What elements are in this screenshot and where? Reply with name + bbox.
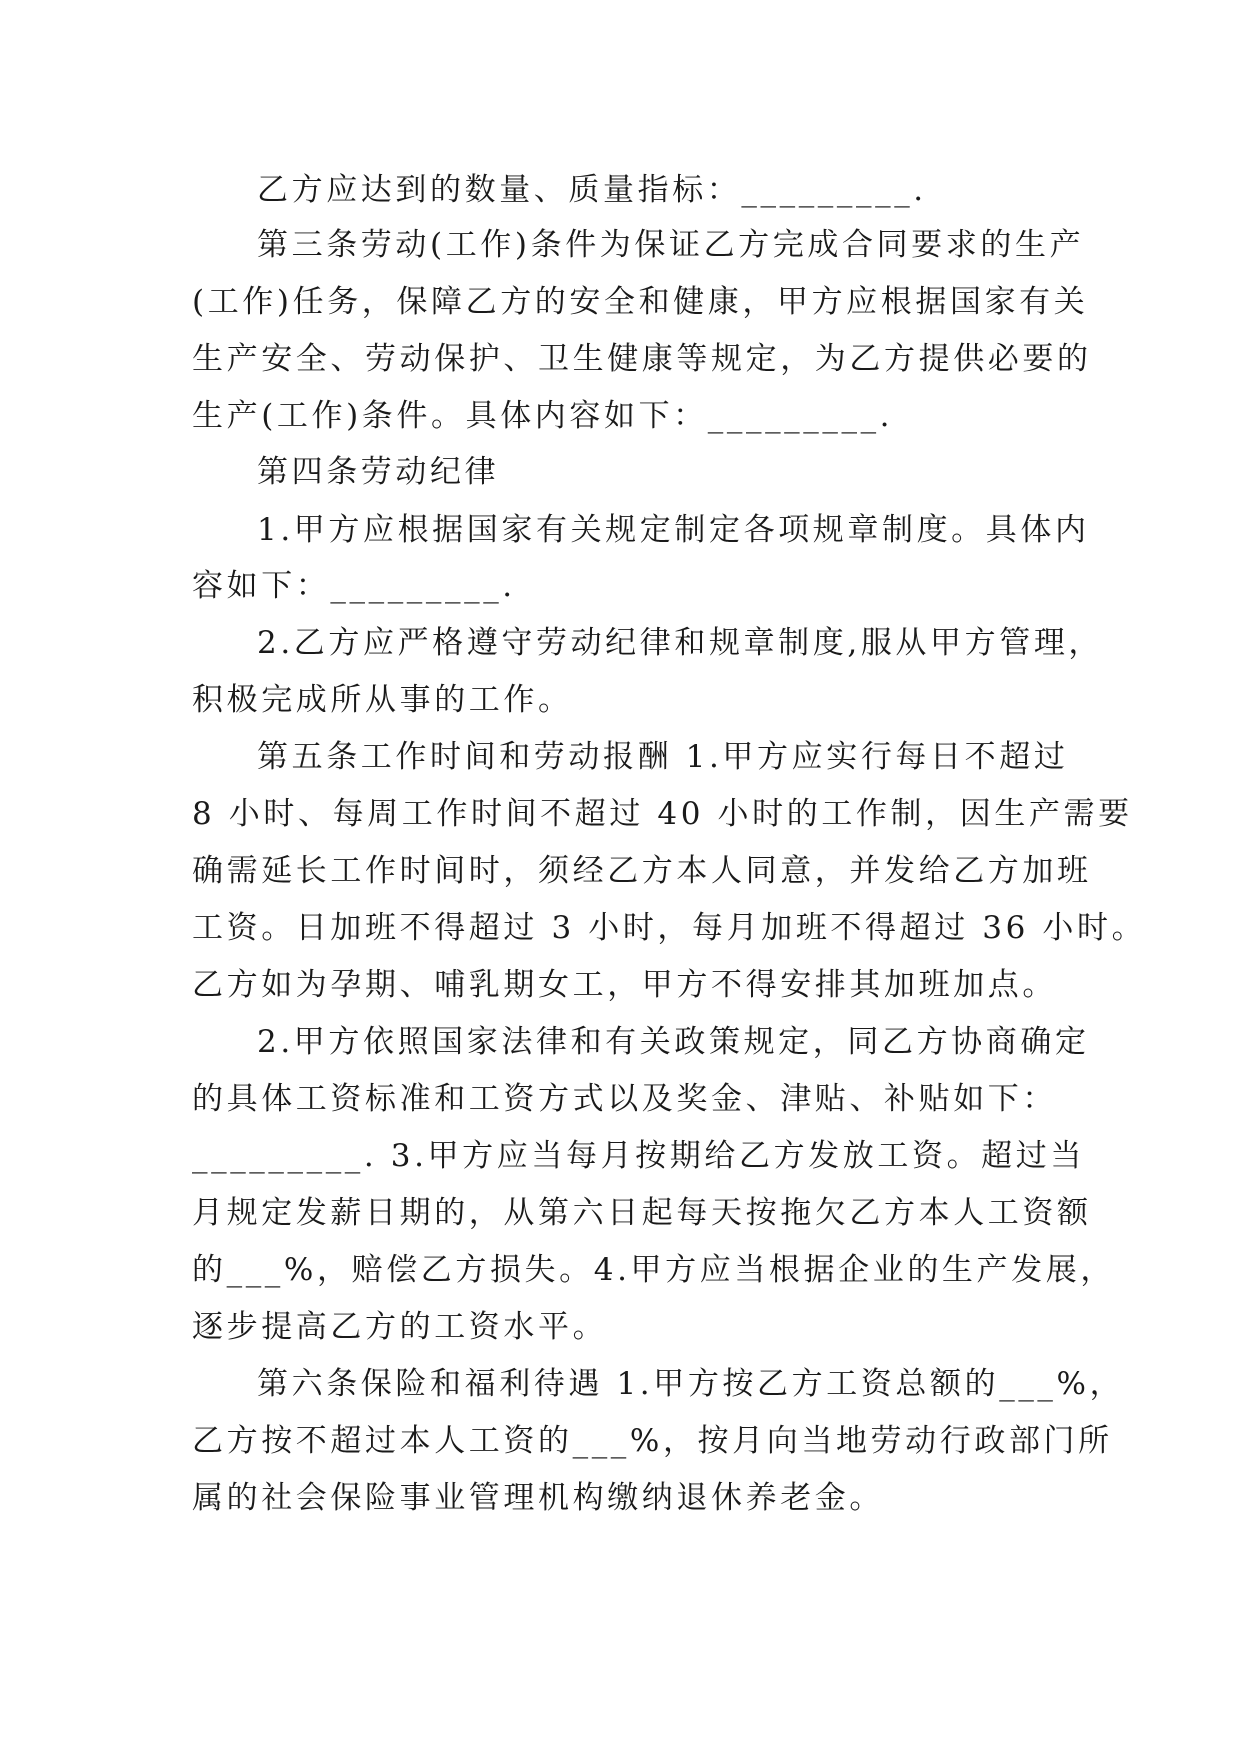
text-line: 的具体工资标准和工资方式以及奖金、津贴、补贴如下： (192, 1081, 1057, 1117)
text-line: 1.甲方应根据国家有关规定制定各项规章制度。具体内 (257, 512, 1090, 548)
text-line: 2.乙方应严格遵守劳动纪律和规章制度,服从甲方管理， (257, 625, 1104, 661)
text-line: 属的社会保险事业管理机构缴纳退休养老金。 (192, 1480, 884, 1516)
text-line: 第四条劳动纪律 (257, 454, 500, 490)
text-line: 第六条保险和福利待遇 1.甲方按乙方工资总额的___%， (257, 1366, 1125, 1402)
text-line: 乙方应达到的数量、质量指标：_________. (257, 172, 927, 208)
text-line: 8 小时、每周工作时间不超过 40 小时的工作制，因生产需要 (192, 796, 1133, 832)
text-line: 工资。日加班不得超过 3 小时，每月加班不得超过 36 小时。 (192, 910, 1147, 946)
text-line: 乙方按不超过本人工资的___%，按月向当地劳动行政部门所 (192, 1423, 1113, 1459)
text-line: 生产安全、劳动保护、卫生健康等规定，为乙方提供必要的 (192, 341, 1092, 377)
text-line: (工作)任务，保障乙方的安全和健康，甲方应根据国家有关 (192, 284, 1089, 320)
text-line: 2.甲方依照国家法律和有关政策规定，同乙方协商确定 (257, 1024, 1090, 1060)
text-line: 容如下：_________. (192, 568, 516, 604)
text-line: _________. 3.甲方应当每月按期给乙方发放工资。超过当 (192, 1138, 1085, 1174)
text-line: 的___%，赔偿乙方损失。4.甲方应当根据企业的生产发展， (192, 1252, 1115, 1288)
text-line: 月规定发薪日期的，从第六日起每天按拖欠乙方本人工资额 (192, 1195, 1092, 1231)
text-line: 积极完成所从事的工作。 (192, 682, 573, 718)
text-line: 逐步提高乙方的工资水平。 (192, 1309, 608, 1345)
text-line: 乙方如为孕期、哺乳期女工，甲方不得安排其加班加点。 (192, 967, 1057, 1003)
text-line: 第五条工作时间和劳动报酬 1.甲方应实行每日不超过 (257, 739, 1069, 775)
text-line: 第三条劳动(工作)条件为保证乙方完成合同要求的生产 (257, 227, 1085, 263)
text-line: 生产(工作)条件。具体内容如下：_________. (192, 398, 894, 434)
text-line: 确需延长工作时间时，须经乙方本人同意，并发给乙方加班 (192, 853, 1092, 889)
